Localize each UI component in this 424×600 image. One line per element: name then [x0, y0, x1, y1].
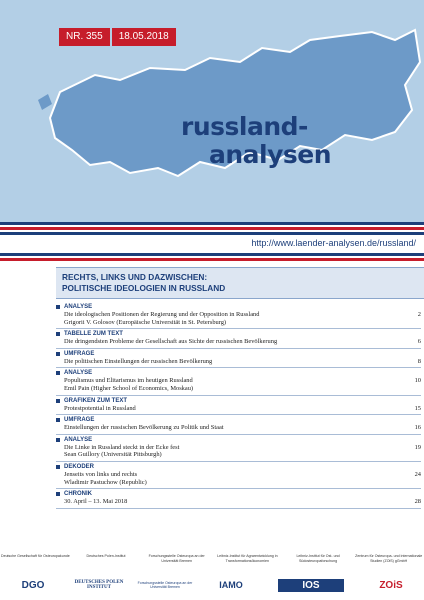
bullet-icon: [56, 305, 60, 309]
toc-entry[interactable]: [56, 349, 421, 369]
toc-entry[interactable]: [56, 462, 421, 489]
toc-page: 19: [414, 443, 421, 451]
bullet-icon: [56, 438, 60, 442]
footer-name: Leibniz-Institut für Agrarentwicklung in Transformationsökonomien: [217, 554, 278, 563]
toc-type: TABELLE ZUM TEXT: [64, 331, 123, 338]
bullet-icon: [56, 332, 60, 336]
theme-box: [56, 267, 424, 299]
footer-name: Deutsches Polen-Institut: [86, 554, 126, 558]
toc-entry[interactable]: [56, 329, 421, 349]
toc-entry[interactable]: [56, 368, 421, 395]
toc-type: ANALYSE: [64, 304, 93, 310]
toc-author: Sean Guillory (Universität Pittsburgh): [64, 451, 162, 459]
toc-page: 10: [414, 377, 421, 385]
bullet-icon: [56, 418, 60, 422]
toc-page: 6: [417, 338, 421, 346]
issue-bar: [59, 28, 176, 46]
footer-names: [0, 552, 424, 572]
toc-page: 24: [414, 470, 421, 478]
url-link[interactable]: http://www.laender-analysen.de/russland/: [251, 238, 416, 248]
footer-name: Deutsche Gesellschaft für Osteuropakunde: [0, 554, 70, 558]
toc-type: ANALYSE: [64, 436, 93, 443]
toc-title: Die ideologischen Positionen der Regierung und der Opposition in Russland: [64, 311, 260, 318]
footer-name: Forschungsstelle Osteuropa an der Universität Bremen: [148, 554, 205, 563]
toc-title: Jenseits von links und rechts: [64, 470, 138, 478]
table-of-contents: [56, 302, 421, 509]
theme-line2: POLITISCHE IDEOLOGIEN IN RUSSLAND: [62, 283, 226, 293]
iamo-logo: IAMO: [219, 580, 243, 590]
toc-page: 15: [414, 404, 421, 412]
toc-title: Protestpotential in Russland: [64, 404, 136, 412]
toc-title: Einstellungen der russischen Bevölkerung zu Politik und Staat: [64, 424, 224, 432]
map-dot: [38, 94, 52, 110]
bullet-icon: [56, 399, 60, 403]
toc-page: 8: [417, 357, 421, 365]
theme-line1: RECHTS, LINKS UND DAZWISCHEN:: [62, 272, 208, 282]
ios-logo: IOS: [278, 579, 344, 592]
toc-title: Populismus und Elitarismus im heutigen Russland: [64, 377, 193, 385]
toc-page: 16: [414, 424, 421, 432]
footer-logos: [0, 572, 424, 598]
toc-title: Die Linke in Russland steckt in der Ecke fest: [64, 443, 180, 451]
toc-title: Die dringendsten Probleme der Gesellschaft aus Sichte der russischen Bevölkerung: [64, 338, 278, 346]
toc-author: Grigorii V. Golosov (Europäische Universität in St. Petersburg): [64, 318, 227, 326]
cover-hero: [0, 0, 424, 232]
toc-entry[interactable]: [56, 415, 421, 435]
toc-author: Wladimir Pastuchow (Republic): [64, 478, 147, 486]
bullet-icon: [56, 371, 60, 375]
toc-type: CHRONIK: [64, 491, 92, 498]
toc-title: Die politischen Einstellungen der russischen Bevölkerung: [64, 357, 213, 365]
footer-name: Zentrum für Osteuropa- und internationale Studien (ZOiS) gGmbH: [355, 554, 423, 563]
toc-entry[interactable]: [56, 302, 421, 329]
issue-number: NR. 355: [59, 28, 110, 46]
toc-type: DEKODER: [64, 463, 95, 470]
toc-type: GRAFIKEN ZUM TEXT: [64, 397, 127, 404]
dpi-logo: DEUTSCHES POLEN INSTITUT: [74, 580, 124, 590]
toc-type: ANALYSE: [64, 370, 93, 377]
dgo-logo: DGO: [21, 579, 45, 591]
logo-line2: analysen: [209, 140, 332, 169]
toc-title: 30. April – 13. Mai 2018: [64, 498, 128, 506]
bullet-icon: [56, 492, 60, 496]
toc-entry[interactable]: [56, 489, 421, 509]
toc-type: UMFRAGE: [64, 417, 95, 424]
bullet-icon: [56, 352, 60, 356]
toc-entry[interactable]: [56, 396, 421, 416]
stripe-band: [0, 222, 424, 235]
footer-name: Leibniz-Institut für Ost- und Südosteuropaforschung: [296, 554, 340, 563]
bullet-icon: [56, 465, 60, 469]
stripe-band-lower: [0, 253, 424, 261]
footer: [0, 552, 424, 600]
toc-page: 28: [414, 498, 421, 506]
issue-date: 18.05.2018: [112, 28, 176, 46]
toc-type: UMFRAGE: [64, 350, 95, 357]
zois-logo: ZOiS: [379, 579, 403, 591]
toc-author: Emil Pain (Higher School of Economics, Moskau): [64, 384, 194, 392]
toc-page: 2: [417, 311, 421, 318]
toc-entry[interactable]: [56, 435, 421, 462]
logo-line1: russland-: [181, 112, 308, 141]
fso-logo: Forschungsstelle Osteuropa an der Universität Bremen: [137, 581, 193, 589]
